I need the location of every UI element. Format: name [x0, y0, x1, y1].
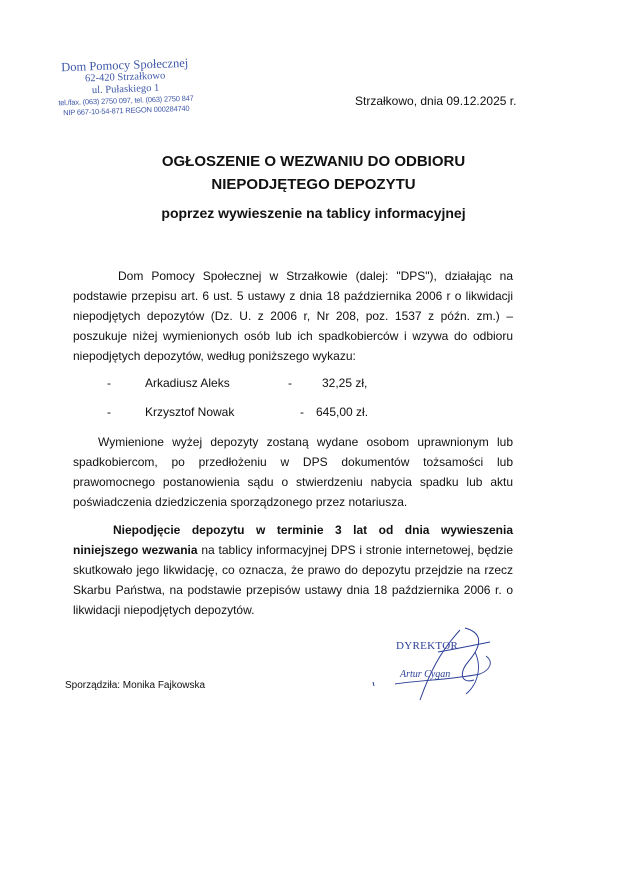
signature-name: Artur Cygan: [400, 669, 451, 680]
paragraph-intro: Dom Pomocy Społecznej w Strzałkowie (dalej: "DPS"), działając na podstawie przepisu art. 6 ust. 5 ustawy z dnia 18 października 2006 r o likwidacji niepodjętych depozytów (Dz. U. z 2006 r, Nr 208, poz. 1537 z późn. zm.) – poszukuje niżej wymienionych osób lub ich spadkobierców i wzywa do odbioru niepodjętych depozytów, według poniższego wykazu:: [73, 269, 513, 363]
stamp-name: Dom Pomocy Społecznej: [60, 55, 189, 75]
director-signature: [370, 622, 510, 702]
paragraph-conditions: Wymienione wyżej depozyty zostaną wydane osobom uprawnionym lub spadkobiercom, po przedłożeniu w DPS dokumentów tożsamości lub prawomocnego postanowienia sądu o stwierdzeniu nabycia spadku lub aktu poświadczenia dziedziczenia sporządzonego przez notariusza.: [73, 435, 513, 509]
signature-scribble-icon: [370, 622, 510, 702]
deposit-row: [0, 405, 627, 425]
prepared-by: Sporządziła: Monika Fajkowska: [65, 680, 206, 691]
title-line-1: OGŁOSZENIE O WEZWANIU DO ODBIORU: [161, 153, 466, 170]
deposit-row: [0, 376, 627, 396]
paragraph-liquidation: [73, 520, 513, 620]
title-line-2: NIEPODJĘTEGO DEPOZYTU: [211, 176, 416, 193]
deposit-name: Krzysztof Nowak: [145, 405, 235, 419]
liquidation-warning: Niepodjęcie depozytu w terminie 3 lat od dnia wywieszenia niniejszego wezwania: [73, 523, 513, 557]
liquidation-details: na tablicy informacyjnej DPS i stronie internetowej, będzie skutkowało jego likwidację, co oznacza, że prawo do depozytu przejdzie na rzecz Skarbu Państwa, na podstawie przepisów ustawy dnia 18 października 2006 r. o likwidacji niepodjętych depozytów.: [73, 543, 514, 617]
stamp-phone: tel./fax. (063) 2750 097, tel. (063) 2750 847: [58, 93, 194, 108]
deposit-bullet: -: [107, 376, 111, 390]
deposit-amount: 32,25 zł,: [322, 376, 368, 390]
stamp-postal: 62-420 Strzałkowo: [84, 70, 166, 85]
subtitle: poprzez wywieszenie na tablicy informacyjnej: [161, 205, 466, 221]
document-date: Strzałkowo, dnia 09.12.2025 r.: [355, 94, 517, 108]
stamp-nip-regon: NIP 667-10-54-871 REGON 000284740: [63, 103, 190, 118]
deposit-amount: 645,00 zł.: [316, 405, 369, 419]
deposit-bullet: -: [107, 405, 111, 419]
signature-title: DYREKTOR: [396, 640, 459, 652]
deposit-name: Arkadiusz Aleks: [145, 376, 230, 390]
deposit-dash: -: [288, 376, 292, 390]
institution-stamp: [37, 55, 214, 119]
stamp-street: ul. Pułaskiego 1: [91, 82, 160, 97]
deposit-dash: -: [300, 405, 304, 419]
